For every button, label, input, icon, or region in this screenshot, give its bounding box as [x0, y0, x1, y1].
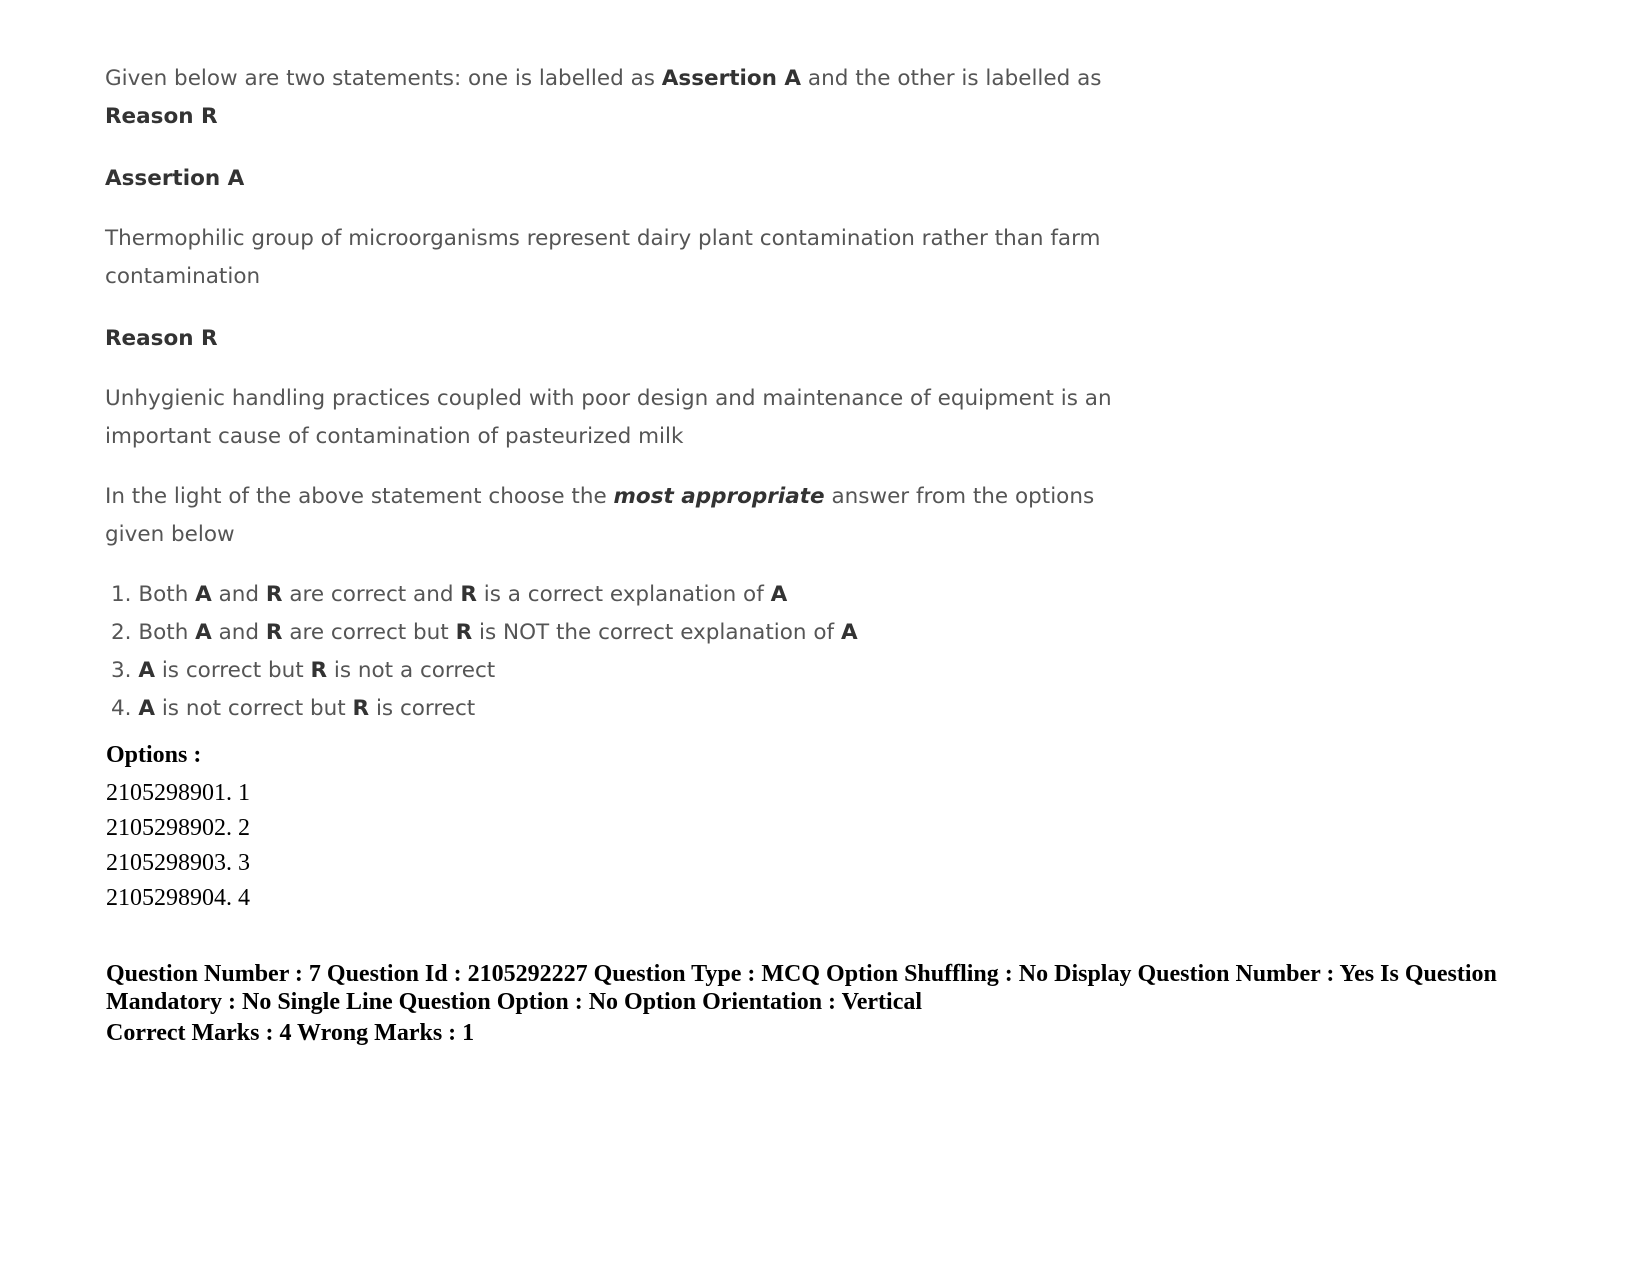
answer-choice-2	[111, 614, 1185, 652]
choice-text: Both	[138, 582, 196, 607]
choice-bold-text: A	[195, 582, 212, 607]
choice-bold-text: R	[310, 658, 328, 683]
option-item: 2105298904. 4	[106, 885, 250, 911]
option-item: 2105298901. 1	[106, 780, 250, 806]
marks-info: Correct Marks : 4 Wrong Marks : 1	[106, 1020, 475, 1046]
choice-number: 2.	[111, 620, 139, 645]
option-item: 2105298902. 2	[106, 815, 250, 841]
choice-bold-text: A	[138, 696, 155, 721]
choice-text: is not a correct	[327, 658, 496, 683]
choice-number: 1.	[111, 582, 139, 607]
choice-bold-text: R	[460, 582, 477, 607]
answer-choice-list	[105, 576, 1185, 728]
choice-bold-text: R	[265, 582, 283, 607]
answer-choice-4	[111, 690, 1185, 728]
choice-bold-text: A	[138, 658, 155, 683]
question-metadata: Question Number : 7 Question Id : 2105292227 Question Type : MCQ Option Shuffling : No Display Question Number : Yes Is Question Mandatory : No Single Line Question Option : No Option Orientation : Vertical	[106, 961, 1497, 1015]
choice-bold-text: R	[265, 620, 283, 645]
choice-bold-text: R	[352, 696, 370, 721]
instruction-text	[105, 478, 1105, 554]
instruction-emphasis: most appropriate	[613, 484, 825, 509]
intro-text: Given below are two statements: one is labelled as	[105, 66, 662, 91]
choice-text: is NOT the correct explanation of	[472, 620, 841, 645]
option-item: 2105298903. 3	[106, 850, 250, 876]
choice-text: are correct but	[282, 620, 456, 645]
reason-label: Reason R	[105, 104, 218, 129]
choice-bold-text: A	[840, 620, 858, 645]
assertion-text: Thermophilic group of microorganisms represent dairy plant contamination rather than farm contamination	[105, 226, 1101, 289]
choice-text: and	[211, 582, 266, 607]
assertion-label: Assertion A	[661, 66, 802, 91]
reason-text: Unhygienic handling practices coupled with poor design and maintenance of equipment is an important cause of contamination of pasteurized milk	[105, 386, 1112, 449]
answer-choice-3	[111, 652, 1185, 690]
choice-bold-text: A	[195, 620, 212, 645]
assertion-heading: Assertion A	[105, 166, 245, 191]
choice-number: 3.	[111, 658, 139, 683]
choice-text: Both	[138, 620, 196, 645]
intro-text: and the other is labelled as	[801, 66, 1102, 91]
question-intro	[105, 60, 1185, 136]
choice-text: is correct but	[155, 658, 311, 683]
choice-text: are correct and	[282, 582, 461, 607]
choice-text: and	[211, 620, 266, 645]
reason-heading: Reason R	[105, 326, 218, 351]
choice-number: 4.	[111, 696, 139, 721]
question-content	[105, 60, 1185, 728]
options-list	[106, 776, 250, 916]
choice-bold-text: R	[455, 620, 473, 645]
choice-text: is correct	[369, 696, 476, 721]
instruction-post: answer from the options given below	[105, 484, 1095, 547]
choice-bold-text: A	[770, 582, 788, 607]
options-label: Options :	[106, 742, 202, 768]
answer-choice-1	[111, 576, 1185, 614]
instruction-pre: In the light of the above statement choose the	[105, 484, 614, 509]
choice-text: is not correct but	[155, 696, 353, 721]
choice-text: is a correct explanation of	[476, 582, 771, 607]
